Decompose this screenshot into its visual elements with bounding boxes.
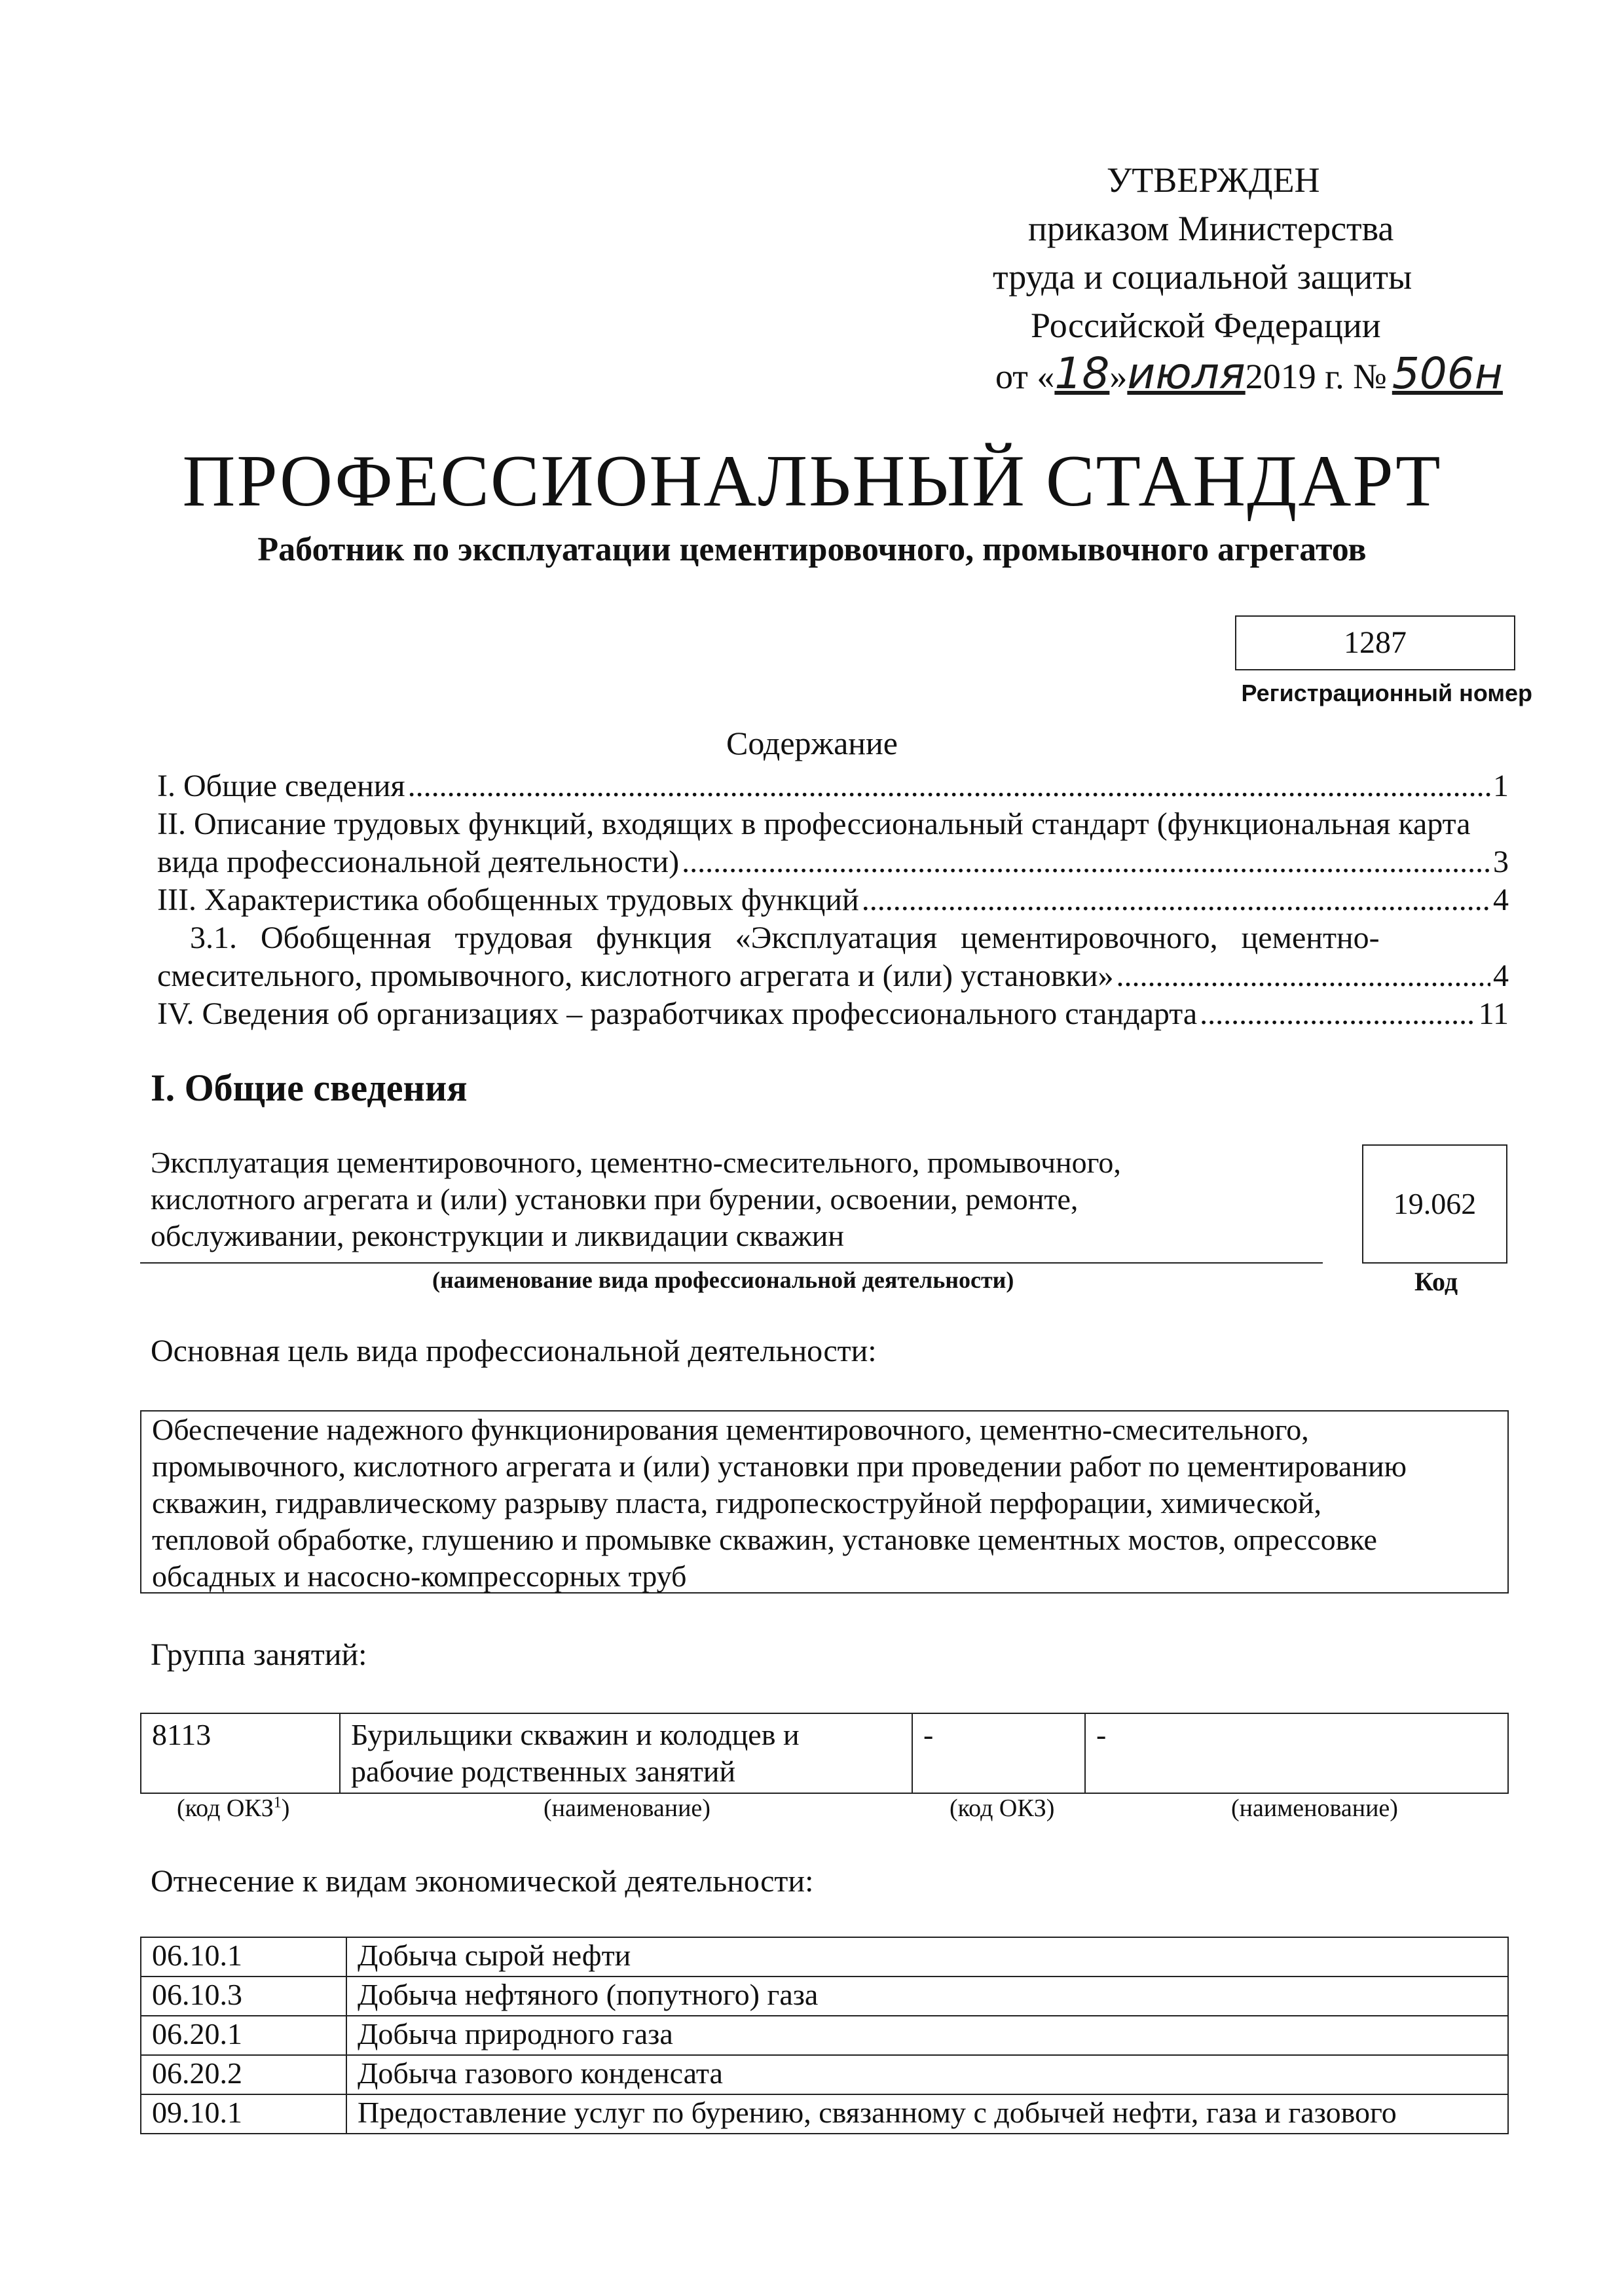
toc-entry[interactable]	[157, 881, 1509, 919]
okz-code-cell: 8113	[141, 1713, 340, 1793]
document-subtitle: Работник по эксплуатации цементировочного, промывочного агрегатов	[257, 531, 1367, 568]
toc-page-number: 11	[1478, 996, 1509, 1031]
table-row	[141, 2094, 1508, 2134]
okz-name-caption-2: (наименование)	[1231, 1795, 1398, 1822]
handwritten-order-number: 506н	[1392, 348, 1503, 399]
okved-name: Добыча сырой нефти	[346, 1937, 1508, 1977]
okved-code: 06.10.1	[141, 1937, 346, 1977]
toc-page-number: 4	[1493, 958, 1509, 993]
activity-name	[151, 1144, 1316, 1254]
table-row	[141, 1713, 1508, 1793]
table-row	[141, 2055, 1508, 2094]
toc-entry[interactable]	[157, 957, 1509, 995]
activity-caption: (наименование вида профессиональной деятельности)	[432, 1267, 1014, 1293]
okved-name: Добыча нефтяного (попутного) газа	[346, 1977, 1508, 2016]
toc-leader-dots	[408, 767, 1490, 805]
okz-code-cell-2: -	[912, 1713, 1085, 1793]
toc-title: Содержание	[726, 725, 898, 761]
okved-name: Предоставление услуг по бурению, связанному с добычей нефти, газа и газового	[346, 2094, 1508, 2134]
table-row	[141, 1937, 1508, 1977]
okved-name: Добыча природного газа	[346, 2016, 1508, 2055]
okz-name-cell-2: -	[1085, 1713, 1508, 1793]
approval-line-ministry: приказом Министерства	[1028, 209, 1394, 248]
toc-entry-text: I. Общие сведения	[157, 769, 405, 803]
registration-number-label: Регистрационный номер	[1241, 680, 1532, 706]
okved-code: 06.20.2	[141, 2055, 346, 2094]
toc-entry-text: III. Характеристика обобщенных трудовых функций	[157, 883, 859, 917]
okved-code: 09.10.1	[141, 2094, 346, 2134]
toc-entry-text: II. Описание трудовых функций, входящих в профессиональный стандарт (функциональная карта	[157, 807, 1471, 841]
occupation-label: Группа занятий:	[151, 1637, 367, 1672]
toc-page-number: 1	[1493, 769, 1509, 803]
toc-leader-dots	[1116, 957, 1490, 995]
approval-line-labor: труда и социальной защиты	[993, 257, 1412, 297]
handwritten-day: 18	[1054, 348, 1110, 399]
okved-name: Добыча газового конденсата	[346, 2055, 1508, 2094]
caption-text-end: )	[281, 1795, 290, 1822]
activity-underline	[140, 1262, 1323, 1264]
caption-text: (код ОКЗ	[177, 1795, 274, 1822]
approval-line-federation: Российской Федерации	[1031, 306, 1381, 345]
okz-name-caption: (наименование)	[544, 1795, 710, 1822]
purpose-line: скважин, гидравлическому разрыву пласта, гидропескоструйной перфорации, химической,	[152, 1486, 1321, 1520]
document-title: ПРОФЕССИОНАЛЬНЫЙ СТАНДАРТ	[182, 441, 1442, 522]
section-heading: I. Общие сведения	[151, 1066, 468, 1109]
toc-leader-dots	[1200, 995, 1476, 1033]
okved-code: 06.10.3	[141, 1977, 346, 2016]
okz-name-line: Бурильщики скважин и колодцев и	[351, 1718, 800, 1751]
activity-code-caption: Код	[1414, 1267, 1458, 1296]
okz-code-caption-2: (код ОКЗ)	[950, 1795, 1055, 1822]
handwritten-month: июля	[1127, 348, 1246, 399]
okz-name-line: рабочие родственных занятий	[351, 1755, 736, 1788]
activity-line: обслуживании, реконструкции и ликвидации скважин	[151, 1219, 845, 1252]
toc-page-number: 3	[1493, 845, 1509, 879]
toc-entry[interactable]	[157, 843, 1509, 881]
activity-line: кислотного агрегата и (или) установки при бурении, освоении, ремонте,	[151, 1182, 1079, 1216]
toc-entry[interactable]	[157, 767, 1509, 805]
purpose-label: Основная цель вида профессиональной деятельности:	[151, 1334, 877, 1368]
okved-code: 06.20.1	[141, 2016, 346, 2055]
toc-entry-text: смесительного, промывочного, кислотного агрегата и (или) установки»	[157, 958, 1114, 993]
okved-label: Отнесение к видам экономической деятельности:	[151, 1864, 814, 1899]
footnote-mark[interactable]: 1	[273, 1794, 282, 1812]
toc-entry-line[interactable]	[157, 805, 1509, 843]
toc-leader-dots	[682, 843, 1490, 881]
activity-line: Эксплуатация цементировочного, цементно-смесительного, промывочного,	[151, 1146, 1121, 1179]
activity-code-box: 19.062	[1362, 1144, 1507, 1264]
date-prefix: от «	[995, 357, 1055, 396]
toc-page-number: 4	[1493, 883, 1509, 917]
toc-entry-text: 3.1. Обобщенная трудовая функция «Эксплуатация цементировочного, цементно-	[190, 920, 1380, 955]
purpose-line: тепловой обработке, глушению и промывке скважин, установке цементных мостов, опрессовке	[152, 1523, 1377, 1556]
okved-table	[140, 1937, 1509, 2134]
toc-leader-dots	[862, 881, 1490, 919]
okz-name-cell	[340, 1713, 912, 1793]
toc-entry[interactable]	[157, 995, 1509, 1033]
date-year: 2019 г. №	[1245, 357, 1387, 396]
toc-entry-text: вида профессиональной деятельности)	[157, 845, 680, 879]
occupation-table	[140, 1713, 1509, 1794]
purpose-line: Обеспечение надежного функционирования цементировочного, цементно-смесительного,	[152, 1413, 1309, 1446]
okz-code-caption	[177, 1794, 289, 1823]
purpose-line: промывочного, кислотного агрегата и (или) установки при проведении работ по цементированию	[152, 1449, 1407, 1483]
toc-entry-text: IV. Сведения об организациях – разработчиках профессионального стандарта	[157, 996, 1198, 1031]
table-row	[141, 1977, 1508, 2016]
toc-entry-line[interactable]	[190, 919, 1509, 957]
registration-number-box: 1287	[1235, 615, 1515, 670]
approval-heading: УТВЕРЖДЕН	[1107, 160, 1320, 200]
date-mid: »	[1109, 357, 1128, 396]
approval-date-line	[995, 348, 1503, 399]
purpose-line: обсадных и насосно-компрессорных труб	[152, 1559, 687, 1593]
purpose-box	[140, 1410, 1509, 1594]
table-row	[141, 2016, 1508, 2055]
